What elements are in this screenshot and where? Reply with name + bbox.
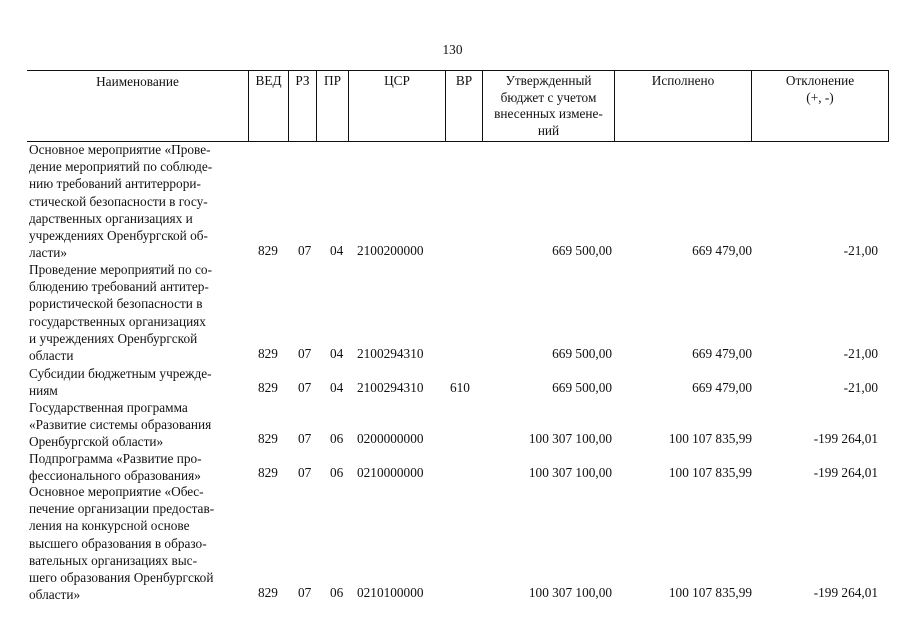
row-name-line: государственных организациях (29, 313, 206, 329)
cell-deviation: -21,00 (843, 346, 878, 361)
row-name-line: фессионального образования» (29, 468, 201, 484)
header-name (27, 71, 248, 141)
header-ved-text: ВЕД (255, 73, 282, 88)
cell-rz: 07 (298, 465, 312, 480)
row-name-line: блюдению требований антитер- (29, 279, 209, 295)
cell-ved: 829 (258, 431, 278, 446)
row-name (29, 450, 239, 484)
cell-budget: 669 500,00 (552, 346, 612, 361)
cell-csr: 2100200000 (357, 243, 424, 258)
cell-pr: 04 (330, 380, 344, 395)
cell-pr: 06 (330, 465, 344, 480)
cell-executed: 100 107 835,99 (668, 465, 752, 480)
cell-budget: 100 307 100,00 (528, 465, 612, 480)
row-name-line: стической безопасности в госу- (29, 193, 208, 209)
header-budget-line: внесенных измене- (494, 106, 603, 121)
header-vr-text: ВР (455, 73, 473, 88)
cell-csr: 2100294310 (357, 346, 424, 361)
header-pr (316, 71, 348, 141)
row-name-line: высшего образования в образо- (29, 535, 207, 551)
cell-deviation: -199 264,01 (813, 431, 878, 446)
cell-ved: 829 (258, 243, 278, 258)
row-name (29, 365, 239, 399)
header-budget-line: ний (537, 122, 560, 138)
cell-rz: 07 (298, 346, 312, 361)
header-csr (348, 71, 445, 141)
cell-csr: 0210100000 (357, 585, 424, 600)
cell-vr: 610 (450, 380, 470, 395)
header-budget (482, 71, 614, 141)
cell-deviation: -21,00 (843, 243, 878, 258)
row-name-line: рористической безопасности в (29, 296, 203, 312)
row-name-line: области (29, 348, 74, 364)
table-header (27, 70, 889, 142)
row-name-line: Государственная программа (29, 400, 188, 415)
row-name-line: учреждениях Оренбургской об- (29, 228, 208, 244)
row-name-line: дение мероприятий по соблюде- (29, 159, 213, 175)
header-executed (614, 71, 751, 141)
cell-ved: 829 (258, 380, 278, 395)
cell-rz: 07 (298, 585, 312, 600)
cell-executed: 669 479,00 (692, 243, 752, 258)
header-vr (445, 71, 482, 141)
cell-executed: 669 479,00 (692, 346, 752, 361)
cell-ved: 829 (258, 346, 278, 361)
row-name-line: Основное мероприятие «Прове- (29, 142, 211, 157)
row-name-line: «Развитие системы образования (29, 417, 212, 433)
cell-deviation: -199 264,01 (813, 585, 878, 600)
cell-budget: 100 307 100,00 (528, 585, 612, 600)
header-rz (288, 71, 316, 141)
cell-pr: 06 (330, 431, 344, 446)
header-name-text: Наименование (96, 74, 179, 89)
page-number: 130 (442, 42, 463, 57)
cell-deviation: -199 264,01 (813, 465, 878, 480)
header-budget-line: Утвержденный (505, 73, 592, 88)
row-name (29, 141, 239, 261)
cell-ved: 829 (258, 465, 278, 480)
header-ved (248, 71, 288, 141)
cell-rz: 07 (298, 243, 312, 258)
row-name (29, 399, 239, 451)
row-name-line: ласти» (29, 245, 68, 261)
row-name (29, 483, 239, 603)
header-budget-line: бюджет с учетом (500, 89, 597, 105)
cell-executed: 100 107 835,99 (668, 431, 752, 446)
cell-budget: 100 307 100,00 (528, 431, 612, 446)
row-name-line: ниям (29, 383, 58, 399)
cell-csr: 0200000000 (357, 431, 424, 446)
header-pr-text: ПР (324, 73, 341, 88)
row-name (29, 261, 239, 364)
cell-pr: 04 (330, 346, 344, 361)
header-executed-text: Исполнено (651, 73, 715, 88)
cell-executed: 669 479,00 (692, 380, 752, 395)
cell-pr: 04 (330, 243, 344, 258)
row-name-line: Проведение мероприятий по со- (29, 262, 212, 277)
row-name-line: Основное мероприятие «Обеc- (29, 484, 204, 499)
row-name-line: Субсидии бюджетным учрежде- (29, 366, 212, 381)
row-name-line: ления на конкурсной основе (29, 518, 190, 534)
cell-csr: 0210000000 (357, 465, 424, 480)
row-name-line: Оренбургской области» (29, 434, 164, 450)
row-name-line: вательных организациях выс- (29, 552, 197, 568)
header-deviation-line: (+, -) (806, 89, 834, 105)
row-name-line: шего образования Оренбургской (29, 570, 214, 586)
header-csr-text: ЦСР (384, 73, 410, 88)
header-rz-text: РЗ (295, 73, 310, 88)
header-deviation-line: Отклонение (785, 73, 855, 88)
row-name-line: области» (29, 587, 81, 603)
row-name-line: печение организации предостав- (29, 501, 215, 517)
row-name-line: нию требований антитеррори- (29, 176, 201, 192)
row-name-line: и учреждениях Оренбургской (29, 330, 198, 346)
cell-deviation: -21,00 (843, 380, 878, 395)
cell-pr: 06 (330, 585, 344, 600)
cell-executed: 100 107 835,99 (668, 585, 752, 600)
header-deviation (751, 71, 889, 141)
cell-rz: 07 (298, 380, 312, 395)
row-name-line: дарственных организациях и (29, 210, 193, 226)
cell-rz: 07 (298, 431, 312, 446)
cell-ved: 829 (258, 585, 278, 600)
cell-budget: 669 500,00 (552, 380, 612, 395)
cell-budget: 669 500,00 (552, 243, 612, 258)
row-name-line: Подпрограмма «Развитие про- (29, 451, 202, 466)
cell-csr: 2100294310 (357, 380, 424, 395)
